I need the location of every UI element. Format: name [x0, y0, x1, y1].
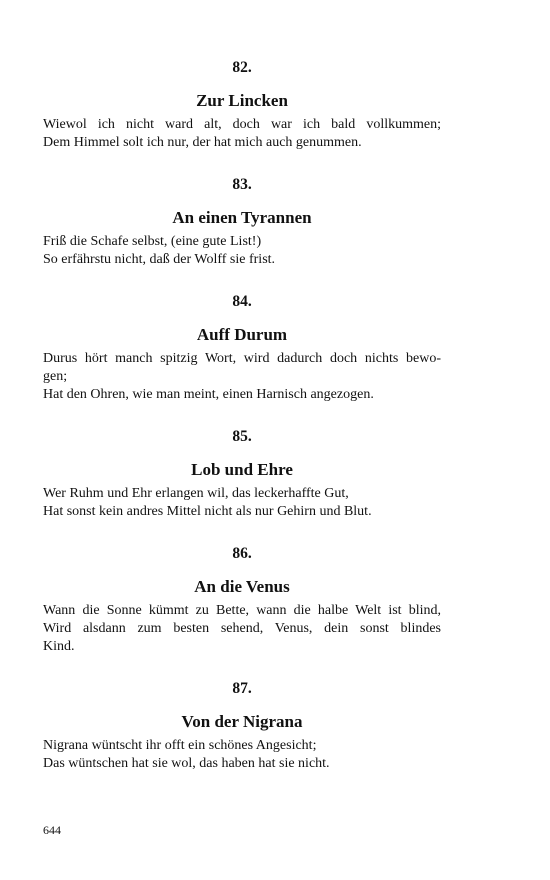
poem-number: 86. [232, 545, 252, 562]
poem-number: 82. [232, 59, 252, 76]
poem-83 [43, 175, 441, 269]
poem-title: Von der Nigrana [181, 712, 303, 731]
poem-number: 85. [232, 428, 252, 445]
page-number: 644 [43, 823, 61, 837]
poem-87 [43, 679, 441, 773]
poem-85 [43, 427, 441, 521]
poem-line: Hat sonst kein andres Mittel nicht als nur Gehirn und Blut. [43, 504, 372, 519]
poem-84 [43, 292, 441, 404]
poem-86 [43, 544, 441, 656]
poem-line: Wann die Sonne kümmt zu Bette, wann die halbe Welt ist blind, [43, 603, 441, 618]
poem-line: Wiewol ich nicht ward alt, doch war ich bald vollkummen; [43, 117, 441, 132]
poem-line: Hat den Ohren, wie man meint, einen Harnisch angezogen. [43, 387, 374, 402]
poem-title: Auff Durum [196, 325, 288, 344]
poem-line: Das wüntschen hat sie wol, das haben hat sie nicht. [43, 756, 330, 771]
poem-title: An einen Tyrannen [172, 208, 312, 227]
poem-line: So erfährstu nicht, daß der Wolff sie frist. [43, 252, 276, 267]
poem-line: Kind. [43, 639, 75, 654]
poem-text [43, 602, 441, 656]
poem-title: Lob und Ehre [191, 460, 293, 479]
page-body [43, 0, 441, 880]
poem-line: Durus hört manch spitzig Wort, wird dadurch doch nichts bewo- [43, 351, 441, 366]
poem-number: 84. [232, 293, 252, 310]
poem-text [43, 350, 441, 404]
poem-title: Zur Lincken [196, 91, 288, 110]
poem-line: gen; [43, 369, 68, 384]
poem-text [43, 116, 441, 152]
poem-text [43, 233, 441, 269]
poem-title: An die Venus [194, 577, 290, 596]
poem-82 [43, 58, 441, 152]
poem-number: 83. [232, 176, 252, 193]
poem-text [43, 485, 441, 521]
poem-line: Wird alsdann zum besten sehend, Venus, dein sonst blindes [43, 621, 441, 636]
poem-line: Friß die Schafe selbst, (eine gute List!) [43, 234, 262, 249]
poem-number: 87. [232, 680, 252, 697]
poem-line: Nigrana wüntscht ihr offt ein schönes Angesicht; [43, 738, 317, 753]
poem-text [43, 737, 441, 773]
poem-line: Wer Ruhm und Ehr erlangen wil, das leckerhaffte Gut, [43, 486, 349, 501]
poem-line: Dem Himmel solt ich nur, der hat mich auch genummen. [43, 135, 362, 150]
